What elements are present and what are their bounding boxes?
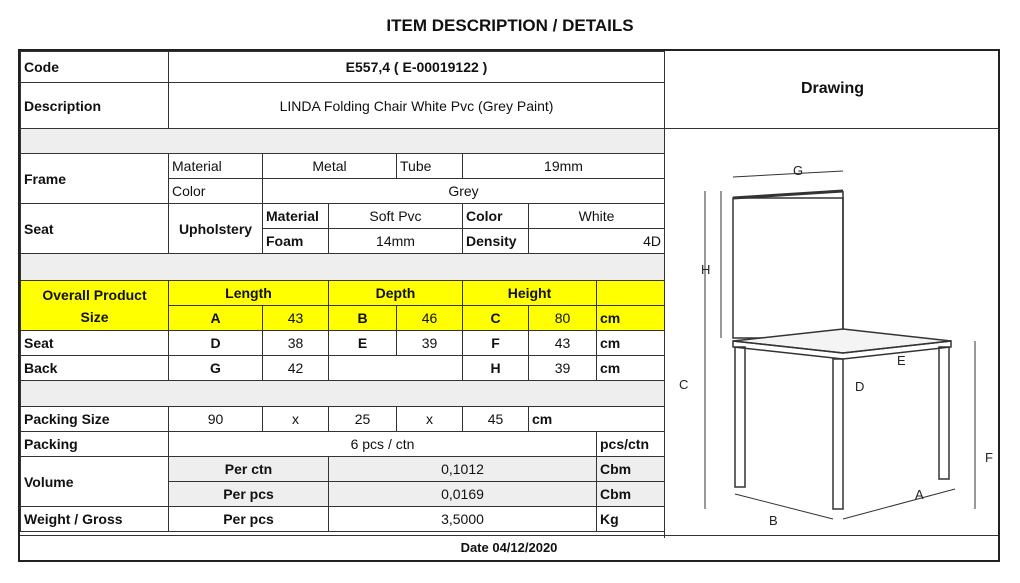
drawing-letter-d: D [855, 379, 865, 394]
frame-color: Grey [263, 179, 665, 204]
code-value: E557,4 ( E-00019122 ) [169, 52, 665, 83]
weight-per-pcs-label: Per pcs [169, 507, 329, 532]
volume-per-pcs: 0,0169 [329, 482, 597, 507]
description-value: LINDA Folding Chair White Pvc (Grey Paint) [169, 83, 665, 129]
dim-h-letter: H [463, 356, 529, 381]
foam-value: 14mm [329, 229, 463, 254]
packing-height: 45 [463, 407, 529, 432]
seat-spec-label: Seat [21, 204, 169, 254]
seat-dims-label: Seat [21, 331, 169, 356]
packing-size-unit: cm [529, 407, 665, 432]
depth-header: Depth [329, 281, 463, 306]
foam-label: Foam [263, 229, 329, 254]
back-right-leg [939, 347, 949, 479]
volume-per-pcs-label: Per pcs [169, 482, 329, 507]
seat-surface [733, 329, 951, 353]
drawing-letter-h: H [701, 262, 711, 277]
spec-sheet [18, 49, 1000, 562]
seat-material: Soft Pvc [329, 204, 463, 229]
drawing-letter-f: F [985, 450, 993, 465]
dim-e-value: 39 [397, 331, 463, 356]
packing-length: 90 [169, 407, 263, 432]
dim-b-letter: B [329, 306, 397, 331]
dim-d-value: 38 [263, 331, 329, 356]
front-left-leg [735, 347, 745, 487]
weight-value: 3,5000 [329, 507, 597, 532]
backrest-top-bar [733, 191, 843, 198]
dim-g-value: 42 [263, 356, 329, 381]
drawing-letter-c: C [679, 377, 689, 392]
length-header: Length [169, 281, 329, 306]
frame-color-label: Color [169, 179, 263, 204]
dim-line-a [843, 489, 955, 519]
weight-unit: Kg [597, 507, 665, 532]
volume-unit-pcs: Cbm [597, 482, 665, 507]
packing-x1: x [263, 407, 329, 432]
upholstery-label: Upholstery [169, 204, 263, 254]
packing-value: 6 pcs / ctn [169, 432, 597, 457]
volume-per-ctn: 0,1012 [329, 457, 597, 482]
volume-per-ctn-label: Per ctn [169, 457, 329, 482]
packing-size-label: Packing Size [21, 407, 169, 432]
page-title: ITEM DESCRIPTION / DETAILS [386, 16, 634, 35]
packing-unit: pcs/ctn [597, 432, 665, 457]
date-footer: Date 04/12/2020 [20, 535, 998, 560]
drawing-letter-e: E [897, 353, 906, 368]
empty-cell [329, 356, 463, 381]
volume-unit-ctn: Cbm [597, 457, 665, 482]
dim-c-letter: C [463, 306, 529, 331]
volume-label: Volume [21, 457, 169, 507]
spec-table [20, 51, 665, 532]
overall-unit: cm [597, 306, 665, 331]
dim-g-letter: G [169, 356, 263, 381]
back-dims-label: Back [21, 356, 169, 381]
seat-color: White [529, 204, 665, 229]
description-label: Description [21, 83, 169, 129]
dim-f-value: 43 [529, 331, 597, 356]
back-dims-unit: cm [597, 356, 665, 381]
drawing-letter-a: A [915, 487, 924, 502]
frame-material: Metal [263, 154, 397, 179]
height-header: Height [463, 281, 597, 306]
dim-e-letter: E [329, 331, 397, 356]
backrest-shape [733, 198, 843, 338]
overall-size-label [21, 281, 169, 331]
dim-f-letter: F [463, 331, 529, 356]
drawing-area [664, 129, 1000, 538]
frame-material-label: Material [169, 154, 263, 179]
seat-material-label: Material [263, 204, 329, 229]
spacer-row [21, 381, 665, 407]
spacer-row [21, 129, 665, 154]
dim-line-g [733, 171, 843, 177]
chair-drawing [665, 129, 1001, 538]
dim-c-value: 80 [529, 306, 597, 331]
dim-a-letter: A [169, 306, 263, 331]
empty-cell [597, 281, 665, 306]
dim-a-value: 43 [263, 306, 329, 331]
frame-tube-label: Tube [397, 154, 463, 179]
packing-width: 25 [329, 407, 397, 432]
density-value: 4D [529, 229, 665, 254]
spacer-row [21, 254, 665, 281]
dim-line-b [735, 494, 833, 519]
dim-b-value: 46 [397, 306, 463, 331]
drawing-letter-b: B [769, 513, 778, 528]
code-label: Code [21, 52, 169, 83]
frame-label: Frame [21, 154, 169, 204]
density-label: Density [463, 229, 529, 254]
packing-x2: x [397, 407, 463, 432]
drawing-letter-g: G [793, 163, 804, 178]
dim-h-value: 39 [529, 356, 597, 381]
overall-label-line1: Overall Product [42, 286, 147, 303]
seat-color-label: Color [463, 204, 529, 229]
packing-label: Packing [21, 432, 169, 457]
drawing-header: Drawing [664, 51, 1000, 129]
frame-tube: 19mm [463, 154, 665, 179]
front-right-leg [833, 359, 843, 509]
weight-label: Weight / Gross [21, 507, 169, 532]
dim-d-letter: D [169, 331, 263, 356]
seat-dims-unit: cm [597, 331, 665, 356]
overall-label-line2: Size [80, 308, 109, 325]
